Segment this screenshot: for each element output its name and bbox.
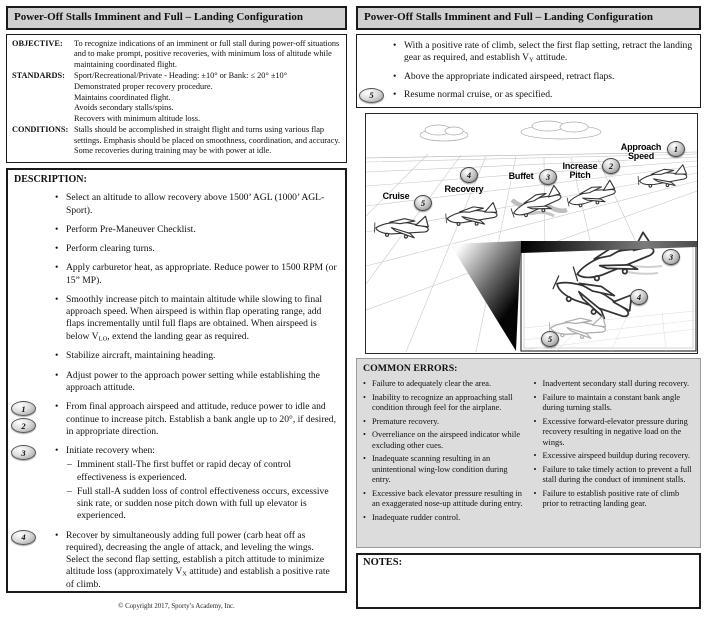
bullet-icon [534,451,543,462]
bullet-icon [363,454,372,486]
cloud-icon [420,121,601,141]
standards-line: Demonstrated proper recovery procedure. [74,81,213,91]
bullet-icon [55,401,66,438]
stage-badge-5: 5 [414,195,432,211]
error-item: • Failure to establish positive rate of climb prior to retracting landing gear. [534,489,695,510]
description-bullet: • Perform Pre-Maneuver Checklist. [8,224,339,236]
v-speed-subscript: LO [98,335,108,343]
conditions-row [12,125,341,157]
objective-row [12,39,341,71]
procedure-continued-box [356,34,701,109]
standards-row [12,71,341,125]
description-bullet: • Adjust power to the approach power setting while establishing the approach attitude. [8,370,339,395]
bullet-icon [393,40,404,65]
error-item: • Inadvertent secondary stall during recovery. [534,379,695,390]
page-title: Power-Off Stalls Imminent and Full – Landing Configuration [6,6,347,30]
bullet-icon [534,393,543,414]
bullet-icon [55,530,66,592]
error-item: • Premature recovery. [363,417,524,428]
procedure-bullet: • With a positive rate of climb, select the first flap setting, retract the landing gear as required, and establish VY attitude. [357,40,694,65]
bullet-icon [363,489,372,510]
standards-line: Sport/Recreational/Private - Heading: ±10° or Bank: ≤ 20° ±10° [74,70,288,80]
step-badges [11,530,36,547]
step-badges [11,401,36,435]
bullet-icon [55,294,66,344]
step-badge-2: 2 [11,418,36,433]
error-item: • Inadequate scanning resulting in an unintentional wing-low condition during entry. [363,454,524,486]
procedure-step: 5 • Resume normal cruise, or as specified. [357,89,694,101]
bullet-icon [363,393,372,414]
left-column [6,6,347,610]
common-errors-label: COMMON ERRORS: [363,363,458,375]
stage-label-approach-speed: Approach Speed [620,142,662,162]
bullet-icon [534,489,543,510]
bullet-icon [55,445,66,457]
common-errors-column-1 [363,376,524,523]
bullet-icon [55,192,66,217]
bullet-icon [55,243,66,255]
stage-badge-4: 4 [460,167,478,183]
v-speed-subscript: X [182,570,187,578]
common-errors-box [356,358,701,548]
airplane-icon-stage5 [374,215,428,239]
bullet-icon [363,430,372,451]
stage-badge-1: 1 [667,141,685,157]
description-bullet: • Stabilize aircraft, maintaining heading. [8,350,339,362]
page-title-continued: Power-Off Stalls Imminent and Full – Landing Configuration [356,6,701,30]
copyright-line: © Copyright 2017, Sporty’s Academy, Inc. [118,603,235,611]
dash-icon [67,486,77,523]
standards-line: Recovers with minimum altitude loss. [74,114,201,124]
bullet-icon [534,379,543,390]
bullet-icon [55,370,66,395]
error-item: • Excessive forward-elevator pressure during recovery resulting in negative load on the wings. [534,417,695,449]
bullet-icon [363,379,372,390]
stage-badge-3: 3 [539,169,557,185]
common-errors-column-2 [534,376,695,523]
bullet-icon [55,350,66,362]
sub-bullet: – Imminent stall-The first buffet or rapid decay of control effectiveness is experienced. [67,459,339,484]
objective-label: OBJECTIVE: [12,38,63,48]
conditions-label: CONDITIONS: [12,124,69,134]
stage-label-recovery: Recovery [444,184,484,195]
error-item: • Inadequate rudder control. [363,513,524,524]
objective-standards-conditions-box [6,34,347,164]
bullet-icon [55,262,66,287]
bullet-icon [393,89,404,101]
inset-badge-5: 5 [541,331,559,347]
step-badges [359,88,384,105]
conditions-text: Stalls should be accomplished in straight flight and turns using various flap settings. Emphasis should be placed on smoothness, coordination, and accuracy. Some recoveries during training may be with power at idle. [74,124,341,156]
procedure-bullet: • Above the appropriate indicated airspeed, retract flaps. [357,71,694,83]
maneuver-diagram [365,113,698,354]
notes-box [356,553,701,609]
error-item: • Failure to take timely action to prevent a full stall during the conduct of imminent stalls. [534,465,695,486]
bullet-icon [363,417,372,428]
standards-label: STANDARDS: [12,70,65,80]
bullet-icon [534,417,543,449]
standards-line: Maintains coordinated flight. [74,92,171,102]
bullet-icon [363,513,372,524]
description-bullet: • Apply carburetor heat, as appropriate. Reduce power to 1500 RPM (or 15” MP). [8,262,339,287]
step-badges [11,445,36,462]
dash-icon [67,459,77,484]
standards-line: Avoids secondary stalls/spins. [74,103,174,113]
zoom-wedge [450,241,521,351]
description-step: 1 2 • From final approach airspeed and attitude, reduce power to idle and continue to increase pitch. Establish a bank angle up to 20°, if desired, in appropriate direction. [8,401,339,438]
stage-badge-2: 2 [602,158,620,174]
step-badge-3: 3 [11,445,36,460]
notes-label: NOTES: [363,557,403,569]
stage-label-increase-pitch: Increase Pitch [562,161,598,181]
step-badge-4: 4 [11,530,36,545]
description-bullet: • Smoothly increase pitch to maintain altitude while slowing to final approach speed. When airspeed is within flap operating range, add flaps incrementally until full flaps are obtained. When airspeed is below VLO, extend the landing gear as required. [8,294,339,344]
standards-lines [74,71,341,125]
error-item: • Failure to adequately clear the area. [363,379,524,390]
error-item: • Excessive airspeed buildup during recovery. [534,451,695,462]
inset-badge-3: 3 [662,249,680,265]
inset-badge-4: 4 [630,289,648,305]
description-bullet: • Select an altitude to allow recovery above 1500’ AGL (1000’ AGL-Sport). [8,192,339,217]
description-bullet: • Perform clearing turns. [8,243,339,255]
right-column [356,6,701,609]
description-label: DESCRIPTION: [14,174,87,186]
airplane-icon-stage4 [445,203,497,228]
description-box [6,168,347,593]
description-step: 3 • Initiate recovery when: – Imminent stall-The first buffet or rapid decay of control effectiveness is experienced. – Full stall-A sudden loss of control effectiveness occurs, excessive sink rate, or sudden nose pitch down with full up elevator is experienced. [8,445,339,523]
stage-label-cruise: Cruise [382,191,410,202]
bullet-icon [55,224,66,236]
description-step: 4 • Recover by simultaneously adding full power (carb heat off as required), decreasing the angle of attack, and leveling the wings. Select the second flap setting, establish a pitch attitude to minimize altitude loss (approximately VX attitude) and establish a positive rate of climb. [8,530,339,592]
step-badge-1: 1 [11,401,36,416]
stage-label-buffet: Buffet [508,171,534,182]
error-item: • Inability to recognize an approaching stall condition through feel for the airplane. [363,393,524,414]
objective-text: To recognize indications of an imminent or full stall during power-off situations and to make prompt, positive recoveries, with minimum loss of altitude while maintaining coordinated flight. [74,38,340,70]
bullet-icon [393,71,404,83]
bullet-icon [534,465,543,486]
error-item: • Failure to maintain a constant bank angle during turning stalls. [534,393,695,414]
sub-bullet: – Full stall-A sudden loss of control effectiveness occurs, excessive sink rate, or sudden nose pitch down with full up elevator is experienced. [67,486,339,523]
error-item: • Excessive back elevator pressure resulting in an exaggerated nose-up attitude during entry. [363,489,524,510]
step-badge-5: 5 [359,88,384,103]
error-item: • Overreliance on the airspeed indicator while excluding other cues. [363,430,524,451]
v-speed-subscript: Y [529,56,534,64]
